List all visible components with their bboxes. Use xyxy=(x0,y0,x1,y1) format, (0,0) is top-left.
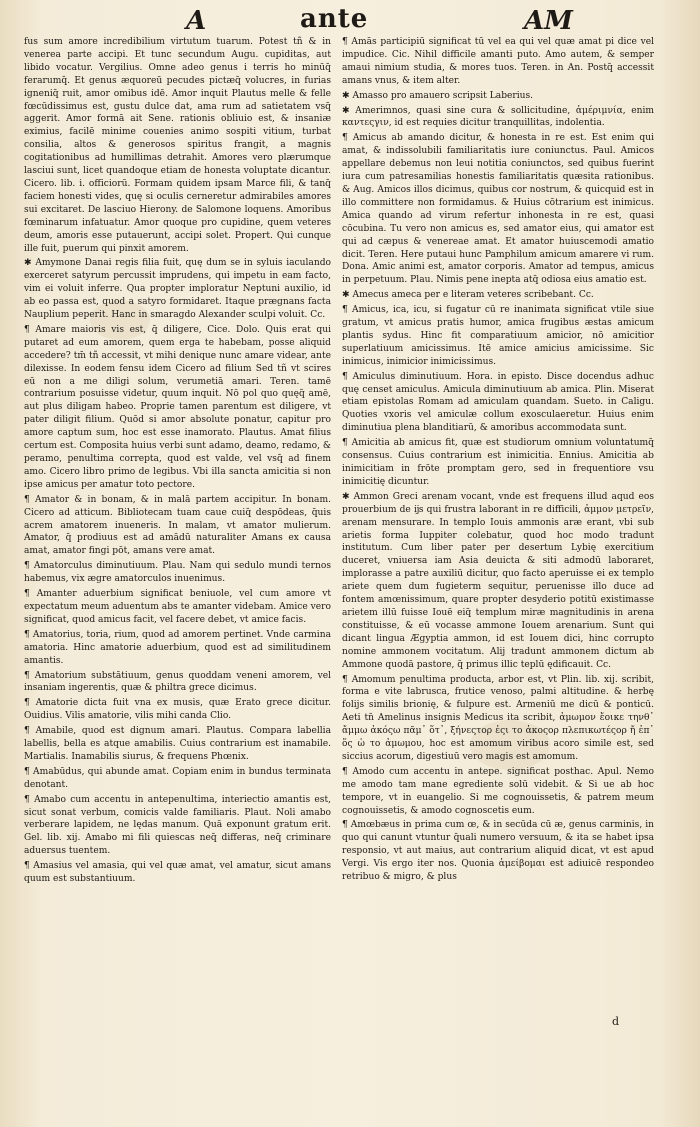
dictionary-entry: fus sum amore incredibilium virtutum tuarum. Potest tñ & in venerea parte accipi. Et tunc secundum Augu. cupiditas, aut libido vocatur. Vergilius. Omne adeo genus i terris ho minūq̄ ferarumq̄. Et genus æquoreū pecudes pictæq̄ volucres, in furias igneniq̄ ruit, amor omibus idē. Amor inquit Plautus melle & felle fœcūdissimus est, gustu dulce dat, ama rum ad satietatem vsq̄ aggerit. Amor formā ait Sene. rationis obliuio est, & insaniæ eximius, facilē minime couenies animo sospiti vitium, turbat consilia, altos & generosos spiritus frangit, a magnis cogitationibus ad humillimas detrahit. Amores vero plærumque lasciui sunt, licet quandoque etiam de honesta voluptate dicantur. Cicero. lib. i. officiorū. Formam quidem ipsam Marce fili, & tanq̄ faciem honesti vides, quę si oculis cerneretur admirabiles amores sui excitaret. De lasciuo Hierony. de Salomone loquens. Amoribus fœminarum infatuatur. Amor quoque pro cupidine, quem veteres deum, amoris esse putauerunt, accipi solet. Propert. Qui cunque ille fuit, puerum qui pinxit amorem. xyxy=(24,37,331,254)
dictionary-entry: ✱ Ammon Greci arenam vocant, vnde est frequens illud aqud eos prouerbium de ĳs qui frustra laborant in re difficili, ἀμμον μετρεῖν, arenam mensurare. In templo Iouis ammonis aræ erant, vbi sub arietis forma Iuppiter colebatur, quod hoc modo tradunt institutum. Cum liber pater per desertum Lybię exercitium duceret, vniuersa iam Asia deuicta & siti admodū laboraret, implorasse a patre auxiliū dicitur, quo facto aperuisse ei ex templo ariete quem dum fugieterm sequitur, peruenisse illo duce ad fontem amœnissimum, quare propter desyderio potitū existimasse arietem illū fuisse Iouē eiq̄ templum miræ magnitudinis in arena constituisse, & eū vocasse ammone Iouem arenarium. Sunt qui dicant lingua Ægyptia ammon, id est Iouem dici, hinc corrupto nomine ammonem vocitatum. Alij tradunt ammonem dictum ab Ammone quodā pastore, q̄ primus illic teplū ędificauit. Cc. xyxy=(342,491,654,670)
left-text-column xyxy=(24,36,331,1026)
running-title: ante xyxy=(300,4,369,34)
dictionary-entry: ¶ Amatorie dicta fuit vna ex musis, quæ Erato grece dicitur. Ouidius. Vilis amatorie, vilis mihi canda Clio. xyxy=(24,698,331,722)
dictionary-entry: ¶ Amator & in bonam, & in malā partem accipitur. In bonam. Cicero ad atticum. Bibliotecam tuam caue cuiq̄ despōdeas, q̄uis acrem amatorem inueneris. In malam, vt amator mulierum. Amator, q̄ prodiuus est ad amādū naturaliter Amans ex causa amat, amator fingi pōt, amans vere amat. xyxy=(24,494,331,557)
dictionary-entry: ¶ Amabile, quod est dignum amari. Plautus. Compara labellia labellis, bella es atque amabilis. Cuius contrarium est inamabile. Martialis. Inamabilis siurus, & frequens Phœnix. xyxy=(24,726,331,762)
dictionary-entry: ¶ Amicus ab amando dicitur, & honesta in re est. Est enim qui amat, & indissolubili familiaritatis iure coniunctus. Paul. Amicos appellare debemus non leui notitia coniunctos, sed quibus fuerint iura cum patresamilias honestis familiaritatis quæsita rationibus. & Aug. Amicos illos dicimus, quibus cor nostrum, & quicquid est in illo committere non formidamus. & Huius cōtrarium est inimicus. Amica quando ad virum refertur inhonesta in re est, quasi cōcubina. Tu vero non amicus es, sed amator eius, qui amator est qui ad cæpus & venereae amat. Et amator huiuscemodi amatio dicit. Teren. Here putaui hunc Pamphilum amicum amarere vi rum. Dona. Amic animi est, amator corporis. Amator ad tempus, amicus in perpetuum. Plau. Nimis pene inepta atq̄ odiosa eius amatio est. xyxy=(342,133,654,286)
dictionary-entry: ¶ Amomum penultima producta, arbor est, vt Plin. lib. xij. scribit, forma e vite labrusca, frutice venoso, palmi altitudine. & herbę folijs similis brionię, & fulpure est. Armeniū me dicū & ponticū. Aeti tn̄ Amelinus insignis Medicus ita scribit, ἀμωμον ἔοικε τηνθ᾽ ἄμμω ἀκόςω πᾶμ᾽ ὅτ᾽, ξήνεςτορ ἐςι το ἀκοςορ πλεπικωτέςορ ἤ ἐπ᾽ ὅς ὡ το ἀμωμου, hoc est amomum viribus acoro simile est, sed siccius acorum, digestiuū vero magis est amomum. xyxy=(342,674,654,762)
dictionary-entry: ¶ Amare maioris vis est, q̄ diligere, Cice. Dolo. Quis erat qui putaret ad eum amorem, quem erga te habebam, posse aliquid accedere? tm̄ tñ accessit, vt mihi denique nunc amare videar, ante dilexisse. In eodem fensu idem Cicero ad filium Sed tñ vt scires eū non a me diligi solum, verumetiā amari. Teren. tamē contrarium posuisse videtur, quum inquit. Nō pol quo quęq̄ amē, aut plus diligam habeo. Proprie tamen parentum est diligere, vt pater diligit filium. Quōd si amor absolute ponatur, capitur pro amore captum sum, hoc est esse inamorato. Plautus. Amat filius certum est. Composita huius verbi sunt adamo, deamo, redamo, & peramo, penultima correpta, quod est valde, vel vsq̄ ad finem amo. Cicero libro primo de legibus. Vbi illa sancta amicitia si non ipse amicus per amatur toto pectore. xyxy=(24,324,331,490)
dictionary-entry: ¶ Amœbæus in prima cum œ, & in secūda cū æ, genus carminis, in quo qui canunt vtuntur q̄uali numero versuum, & ita se habet ipsa responsio, vt aut maius, aut contrarium aliquid dicat, vt est apud Vergi. Vis ergo iter nos. Quonia ἀμείβομαι est adiuicē respondeo retribuo & migro, & plus xyxy=(342,820,654,883)
right-text-column xyxy=(342,36,654,1036)
page-header xyxy=(0,4,700,38)
dictionary-entry: ¶ Amatorculus diminutiuum. Plau. Nam qui sedulo mundi ternos habemus, vix ægre amatorculos inuenimus. xyxy=(24,561,331,585)
dictionary-entry: ¶ Amiculus diminutiuum. Hora. in episto. Disce docendus adhuc quę censet amiculus. Amicula diminutiuum ab amica. Plin. Miserat etiam epistolas Romam ad amiculam quandam. Sueto. in Caligu. Quoties vxoris vel amiculæ collum exosculaeretur. Huius enim diminutiua plena blanditiarū, & amoribus accommodata sunt. xyxy=(342,371,654,434)
dictionary-entry: ¶ Amanter aduerbium significat beniuole, vel cum amore vt expectatum meum aduentum abs te amanter videbam. Amice vero significat, quod amicus facit, vel facere debet, vt amice facis. xyxy=(24,589,331,625)
dictionary-entry: ¶ Amabo cum accentu in antepenultima, interiectio amantis est, sicut sonat verbum, comicis valde familiaris. Plaut. Noli amabo verberare lapidem, ne lędas manum. Quā exponunt gratum erit. Gel. lib. xij. Amabo mi fili quiescas neq̄ differas, neq̄ criminare aduersus tuentem. xyxy=(24,794,331,857)
dictionary-entry: ¶ Amasius vel amasia, qui vel quæ amat, vel amatur, sicut amans quum est substantiuum. xyxy=(24,861,331,885)
dictionary-entry: ✱ Amymone Danai regis filia fuit, quę dum se in syluis iaculando exerceret satyrum percussit imprudens, qui impetu in eam facto, vim ei voluit inferre. Qua propter imploratur Neptuni auxilio, id ab eo passa est, quod a satyro formidaret. Itaque prægnans facta Nauplium peperit. Hanc in smaragdo Alexander sculpi voluit. Cc. xyxy=(24,258,331,321)
dictionary-entry: ¶ Amatorius, toria, rium, quod ad amorem pertinet. Vnde carmina amatoria. Hinc amatorie aduerbium, quod est ad similitudinem amantis. xyxy=(24,629,331,666)
dictionary-entry: ¶ Amicitia ab amicus fit, quæ est studiorum omnium voluntatumq̄ consensus. Cuius contrarium est inimicitia. Ennius. Amicitia ab inimicitiam in frōte promptam gero, sed in frequentiore vsu inimicitię dicuntur. xyxy=(342,438,654,487)
signature-mark: d xyxy=(612,1015,620,1028)
dictionary-entry: ¶ Amabūdus, qui abunde amat. Copiam enim in bundus terminata denotant. xyxy=(24,766,331,790)
dictionary-entry: ¶ Amatorium substātiuum, genus quoddam veneni amorem, vel insaniam ingerentis, quæ & philtra grece dicimus. xyxy=(24,670,331,694)
dictionary-entry: ✱ Amerimnos, quasi sine cura & sollicitudine, ἀμέριμνία, enim καντεςγιν, id est requies dicitur tranquillitas, indolentia. xyxy=(342,105,654,129)
dictionary-entry: ✱ Amecus ameca per e literam veteres scribebant. Cc. xyxy=(342,290,594,301)
header-left-letter: A xyxy=(186,6,207,36)
dictionary-entry: ✱ Amasso pro amauero scripsit Laberius. xyxy=(342,90,534,101)
dictionary-entry: ¶ Amicus, ica, icu, si fugatur cū re inanimata significat vtile siue gratum, vt amicus pratis humor, amica frugibus æstas amicum plantis sydus. Hinc fit comparatiuum amicior, nō amicitior superlatiuum amicissimus. Itē amice amicius amicissime. Sic inimicus, inimicior inimicissimus. xyxy=(342,305,654,367)
header-right-letters: AM xyxy=(524,6,573,36)
dictionary-entry: ¶ Amās participiū significat tū vel ea qui vel quæ amat pi dice vel impudice. Cic. Nihil difficile amanti puto. Amo autem, & semper amaui nimium studia, & mores tuos. Teren. in An. Postq̄ accessit amans vnus, & item alter. xyxy=(342,37,654,86)
dictionary-entry: ¶ Amodo cum accentu in antepe. significat posthac. Apul. Nemo me amodo tam mane egrediente solū videbit. & Si ue ab hoc tempore, vt in euangelio. Si me cognouissetis, & patrem meum cognouissetis, & amodo cognoscetis eum. xyxy=(342,766,654,816)
